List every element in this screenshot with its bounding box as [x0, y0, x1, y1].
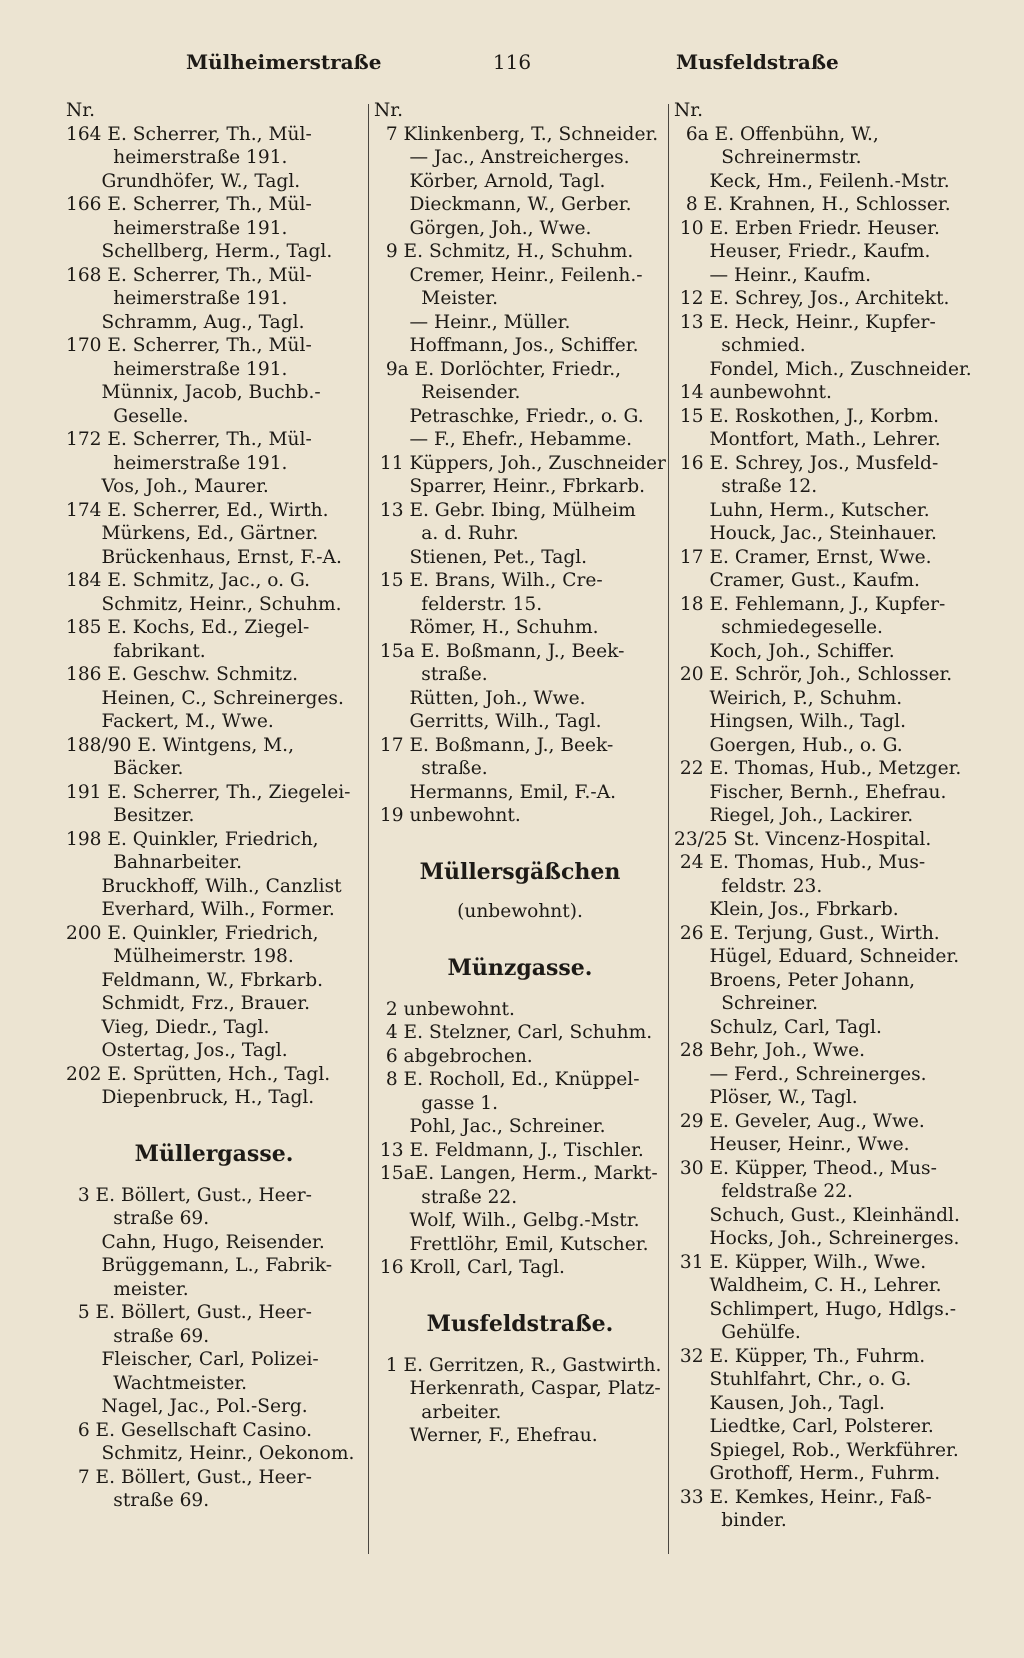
directory-entry-line: Frettlöhr, Emil, Kutscher. [374, 1233, 649, 1255]
directory-entry-line: 33 E. Kemkes, Heinr., Faß- [674, 1486, 932, 1508]
directory-entry-line: Nr. [374, 100, 404, 121]
directory-entry-line: 6 abgebrochen. [374, 1045, 533, 1067]
directory-entry-line: 15 E. Brans, Wilh., Cre- [374, 570, 603, 591]
directory-entry-line: 8 E. Rocholl, Ed., Knüppel- [374, 1069, 640, 1090]
directory-entry-line: Cramer, Gust., Kaufm. [674, 570, 920, 591]
directory-entry-line: Nagel, Jac., Pol.-Serg. [66, 1396, 308, 1417]
directory-entry-line: Grothoff, Herm., Fuhrm. [674, 1463, 941, 1484]
directory-entry-line: straße 69. [66, 1208, 210, 1229]
directory-entry-line: 13 E. Feldmann, J., Tischler. [374, 1139, 644, 1161]
directory-entry-line: Werner, F., Ehefrau. [374, 1425, 598, 1446]
header-right-street: Musfeldstraße [676, 50, 839, 74]
directory-entry-line: Grundhöfer, W., Tagl. [66, 170, 301, 192]
directory-entry-line: Spiegel, Rob., Werkführer. [674, 1439, 959, 1461]
directory-entry-line: 24 E. Thomas, Hub., Mus- [674, 852, 926, 873]
directory-entry-line: Schramm, Aug., Tagl. [66, 311, 305, 333]
directory-entry-line: Broens, Peter Johann, [674, 969, 916, 991]
directory-entry-line: Hingsen, Wilh., Tagl. [674, 711, 907, 732]
directory-entry-line: Heuser, Heinr., Wwe. [674, 1134, 910, 1155]
directory-entry-line: 7 E. Böllert, Gust., Heer- [66, 1466, 312, 1488]
directory-entry-line: 15aE. Langen, Herm., Markt- [374, 1163, 658, 1184]
column-divider [368, 104, 369, 1554]
directory-entry-line: Montfort, Math., Lehrer. [674, 429, 941, 450]
directory-entry-line: 4 E. Stelzner, Carl, Schuhm. [374, 1022, 653, 1043]
directory-entry-line: 17 E. Cramer, Ernst, Wwe. [674, 546, 932, 568]
directory-entry-line: Everhard, Wilh., Former. [66, 899, 335, 920]
directory-entry-line: 185 E. Kochs, Ed., Ziegel- [66, 617, 310, 638]
directory-entry-line: 188/90 E. Wintgens, M., [66, 734, 295, 756]
directory-entry-line: Meister. [374, 288, 499, 309]
directory-entry-line: Schmidt, Frz., Brauer. [66, 993, 311, 1014]
directory-entry-line: Wachtmeister. [66, 1372, 248, 1394]
directory-entry-line: Hoffmann, Jos., Schiffer. [374, 335, 639, 356]
directory-entry-line: heimerstraße 191. [66, 217, 288, 239]
directory-entry-line: Cahn, Hugo, Reisender. [66, 1231, 325, 1253]
directory-entry-line: 164 E. Scherrer, Th., Mül- [66, 123, 312, 145]
directory-entry-line: Vieg, Diedr., Tagl. [66, 1016, 270, 1038]
directory-entry-line: Dieckmann, W., Gerber. [374, 194, 632, 215]
directory-entry-line: 19 unbewohnt. [374, 805, 521, 826]
directory-entry-line: schmied. [674, 335, 806, 356]
directory-entry-line: straße. [374, 664, 488, 685]
directory-entry-line: 20 E. Schrör, Joh., Schlosser. [674, 664, 953, 685]
directory-entry-line: Bruckhoff, Wilh., Canzlist [66, 875, 342, 897]
directory-entry-line: Körber, Arnold, Tagl. [374, 170, 606, 192]
directory-entry-line: Geselle. [66, 405, 189, 427]
directory-entry-line: Schlimpert, Hugo, Hdlgs.- [674, 1298, 957, 1320]
column-1 [66, 99, 362, 1513]
directory-entry-line: Goergen, Hub., o. G. [674, 734, 903, 756]
directory-entry-line: 10 E. Erben Friedr. Heuser. [674, 217, 940, 239]
directory-entry-line: Rütten, Joh., Wwe. [374, 687, 586, 709]
directory-entry-line: heimerstraße 191. [66, 452, 288, 474]
directory-entry-line: 9 E. Schmitz, H., Schuhm. [374, 241, 634, 262]
street-heading: Münzgasse. [447, 954, 593, 981]
directory-entry-line: Schmitz, Heinr., Oekonom. [66, 1443, 355, 1464]
directory-entry-line: 166 E. Scherrer, Th., Mül- [66, 194, 312, 215]
directory-entry-line: straße 22. [374, 1186, 518, 1208]
directory-entry-line: heimerstraße 191. [66, 288, 288, 309]
directory-entry-line: Heinen, C., Schreinerges. [66, 687, 344, 709]
column-divider [668, 104, 669, 1554]
directory-entry-line: 191 E. Scherrer, Th., Ziegelei- [66, 781, 351, 803]
column-2 [374, 99, 666, 1448]
directory-entry-line: heimerstraße 191. [66, 358, 288, 380]
directory-entry-line: Schmitz, Heinr., Schuhm. [66, 593, 342, 615]
directory-entry-line: heimerstraße 191. [66, 147, 288, 168]
street-heading: Müllersgäßchen [419, 858, 621, 885]
directory-entry-line: 9a E. Dorlöchter, Friedr., [374, 358, 622, 380]
directory-entry-line: binder. [674, 1510, 787, 1531]
directory-entry-line: 2 unbewohnt. [374, 998, 515, 1020]
directory-entry-line: 3 E. Böllert, Gust., Heer- [66, 1184, 312, 1206]
directory-entry-line: Brückenhaus, Ernst, F.-A. [66, 546, 342, 568]
directory-entry-line: Reisender. [374, 382, 521, 403]
directory-entry-line: 17 E. Boßmann, J., Beek- [374, 734, 614, 756]
directory-entry-line: Liedtke, Carl, Polsterer. [674, 1416, 934, 1437]
directory-entry-line: 31 E. Küpper, Wilh., Wwe. [674, 1251, 927, 1273]
directory-entry-line: 14 aunbewohnt. [674, 382, 832, 403]
directory-entry-line: Feldmann, W., Fbrkarb. [66, 969, 324, 991]
directory-entry-line: Fischer, Bernh., Ehefrau. [674, 781, 947, 803]
directory-entry-line: Wolf, Wilh., Gelbg.-Mstr. [374, 1210, 640, 1231]
directory-entry-line: Görgen, Joh., Wwe. [374, 217, 592, 239]
directory-entry-line: 1 E. Gerritzen, R., Gastwirth. [374, 1354, 662, 1376]
directory-entry-line: 11 Küppers, Joh., Zuschneider [374, 452, 666, 474]
directory-entry-line: a. d. Ruhr. [374, 523, 519, 544]
directory-entry-line: Schellberg, Herm., Tagl. [66, 241, 333, 262]
directory-entry-line: feldstr. 23. [674, 875, 823, 897]
directory-entry-line: 7 Klinkenberg, T., Schneider. [374, 123, 659, 145]
directory-entry-line: — Heinr., Müller. [374, 311, 571, 333]
directory-entry-line: Gerritts, Wilh., Tagl. [374, 711, 602, 732]
directory-entry-line: 174 E. Scherrer, Ed., Wirth. [66, 499, 329, 521]
directory-entry-line: Hügel, Eduard, Schneider. [674, 946, 960, 967]
directory-entry-line: Nr. [674, 100, 704, 121]
header-left-street: Mülheimerstraße [186, 50, 382, 74]
directory-entry-line: 6a E. Offenbühn, W., [674, 123, 879, 145]
page-header [0, 50, 1024, 84]
street-heading: Müllergasse. [134, 1140, 294, 1167]
directory-entry-line: Fleischer, Carl, Polizei- [66, 1349, 319, 1370]
directory-entry-line: Schuch, Gust., Kleinhändl. [674, 1204, 960, 1226]
directory-entry-line: Koch, Joh., Schiffer. [674, 640, 895, 662]
directory-entry-line: Sparrer, Heinr., Fbrkarb. [374, 476, 646, 497]
directory-entry-line: straße 69. [66, 1490, 210, 1511]
directory-entry-line: Keck, Hm., Feilenh.-Mstr. [674, 170, 950, 192]
street-note: (unbewohnt). [457, 900, 583, 922]
directory-entry-line: Luhn, Herm., Kutscher. [674, 499, 930, 521]
directory-entry-line: Petraschke, Friedr., o. G. [374, 405, 644, 427]
directory-entry-line: Heuser, Friedr., Kaufm. [674, 241, 931, 262]
directory-entry-line: 186 E. Geschw. Schmitz. [66, 664, 298, 685]
street-heading: Musfeldstraße. [426, 1310, 614, 1337]
directory-entry-line: — Ferd., Schreinerges. [674, 1063, 927, 1085]
directory-entry-line: Houck, Jac., Steinhauer. [674, 523, 937, 544]
directory-entry-line: straße 69. [66, 1325, 210, 1347]
directory-entry-line: arbeiter. [374, 1401, 502, 1423]
directory-entry-line: Stienen, Pet., Tagl. [374, 546, 588, 568]
directory-entry-line: Besitzer. [66, 805, 195, 826]
directory-entry-line: meister. [66, 1278, 189, 1300]
directory-entry-line: Schreinermstr. [674, 147, 862, 168]
directory-entry-line: 32 E. Küpper, Th., Fuhrm. [674, 1345, 926, 1367]
directory-entry-line: Römer, H., Schuhm. [374, 617, 599, 638]
column-3 [674, 99, 974, 1533]
directory-entry-line: 13 E. Gebr. Ibing, Mülheim [374, 499, 636, 521]
directory-entry-line: 12 E. Schrey, Jos., Architekt. [674, 288, 950, 309]
directory-entry-line: 16 E. Schrey, Jos., Musfeld- [674, 452, 939, 474]
directory-entry-line: Bäcker. [66, 758, 184, 779]
directory-entry-line: Mülheimerstr. 198. [66, 946, 294, 967]
directory-entry-line: felderstr. 15. [374, 593, 543, 615]
directory-entry-line: Fondel, Mich., Zuschneider. [674, 358, 972, 380]
directory-entry-line: 30 E. Küpper, Theod., Mus- [674, 1157, 937, 1179]
directory-entry-line: Herkenrath, Caspar, Platz- [374, 1378, 661, 1399]
directory-entry-line: straße. [374, 758, 488, 779]
directory-entry-line: — F., Ehefr., Hebamme. [374, 429, 633, 450]
directory-entry-line: 16 Kroll, Carl, Tagl. [374, 1257, 565, 1278]
directory-entry-line: 200 E. Quinkler, Friedrich, [66, 922, 319, 944]
directory-entry-line: 23/25 St. Vincenz-Hospital. [674, 828, 932, 850]
directory-entry-line: 5 E. Böllert, Gust., Heer- [66, 1302, 312, 1323]
directory-entry-line: straße 12. [674, 476, 818, 497]
directory-entry-line: Klein, Jos., Fbrkarb. [674, 899, 899, 920]
directory-entry-line: Plöser, W., Tagl. [674, 1087, 858, 1108]
directory-entry-line: gasse 1. [374, 1092, 499, 1114]
directory-entry-line: 15a E. Boßmann, J., Beek- [374, 640, 625, 662]
directory-entry-line: 6 E. Gesellschaft Casino. [66, 1419, 313, 1441]
directory-entry-line: fabrikant. [66, 640, 206, 662]
directory-entry-line: 172 E. Scherrer, Th., Mül- [66, 429, 312, 450]
directory-entry-line: Schulz, Carl, Tagl. [674, 1016, 882, 1038]
directory-entry-line: 15 E. Roskothen, J., Korbm. [674, 405, 939, 427]
directory-entry-line: — Jac., Anstreicherges. [374, 147, 630, 168]
directory-entry-line: 184 E. Schmitz, Jac., o. G. [66, 570, 311, 591]
directory-entry-line: Mürkens, Ed., Gärtner. [66, 523, 319, 544]
directory-entry-line: Schreiner. [674, 993, 818, 1014]
directory-entry-line: 26 E. Terjung, Gust., Wirth. [674, 922, 940, 944]
directory-entry-line: 22 E. Thomas, Hub., Metzger. [674, 758, 962, 779]
directory-entry-line: Kausen, Joh., Tagl. [674, 1392, 885, 1414]
directory-entry-line: Hermanns, Emil, F.-A. [374, 781, 617, 803]
directory-entry-line: Diepenbruck, H., Tagl. [66, 1087, 315, 1108]
directory-entry-line: Cremer, Heinr., Feilenh.- [374, 264, 643, 286]
directory-entry-line: Riegel, Joh., Lackirer. [674, 805, 914, 826]
directory-entry-line: 170 E. Scherrer, Th., Mül- [66, 335, 312, 356]
directory-entry-line: schmiedegeselle. [674, 617, 883, 638]
directory-entry-line: 13 E. Heck, Heinr., Kupfer- [674, 311, 936, 333]
directory-entry-line: 28 Behr, Joh., Wwe. [674, 1040, 866, 1061]
directory-entry-line: Vos, Joh., Maurer. [66, 476, 269, 497]
directory-entry-line: Hocks, Joh., Schreinerges. [674, 1228, 960, 1249]
directory-entry-line: Ostertag, Jos., Tagl. [66, 1040, 288, 1061]
directory-entry-line: Nr. [66, 100, 96, 121]
directory-entry-line: Fackert, M., Wwe. [66, 711, 274, 732]
directory-entry-line: 168 E. Scherrer, Th., Mül- [66, 264, 312, 286]
directory-entry-line: Stuhlfahrt, Chr., o. G. [674, 1369, 912, 1390]
directory-entry-line: 202 E. Sprütten, Hch., Tagl. [66, 1063, 331, 1085]
directory-entry-line: Münnix, Jacob, Buchb.- [66, 382, 321, 403]
directory-entry-line: 29 E. Geveler, Aug., Wwe. [674, 1110, 925, 1132]
directory-entry-line: — Heinr., Kaufm. [674, 264, 872, 286]
page-number: 116 [492, 50, 532, 74]
directory-entry-line: 18 E. Fehlemann, J., Kupfer- [674, 593, 946, 615]
directory-entry-line: Gehülfe. [674, 1322, 801, 1343]
directory-entry-line: feldstraße 22. [674, 1181, 853, 1202]
directory-entry-line: Brüggemann, L., Fabrik- [66, 1255, 333, 1276]
directory-entry-line: Pohl, Jac., Schreiner. [374, 1116, 606, 1137]
directory-entry-line: 8 E. Krahnen, H., Schlosser. [674, 194, 951, 215]
directory-entry-line: Bahnarbeiter. [66, 852, 243, 873]
directory-entry-line: Waldheim, C. H., Lehrer. [674, 1275, 942, 1296]
directory-entry-line: 198 E. Quinkler, Friedrich, [66, 828, 319, 850]
directory-entry-line: Weirich, P., Schuhm. [674, 687, 903, 709]
